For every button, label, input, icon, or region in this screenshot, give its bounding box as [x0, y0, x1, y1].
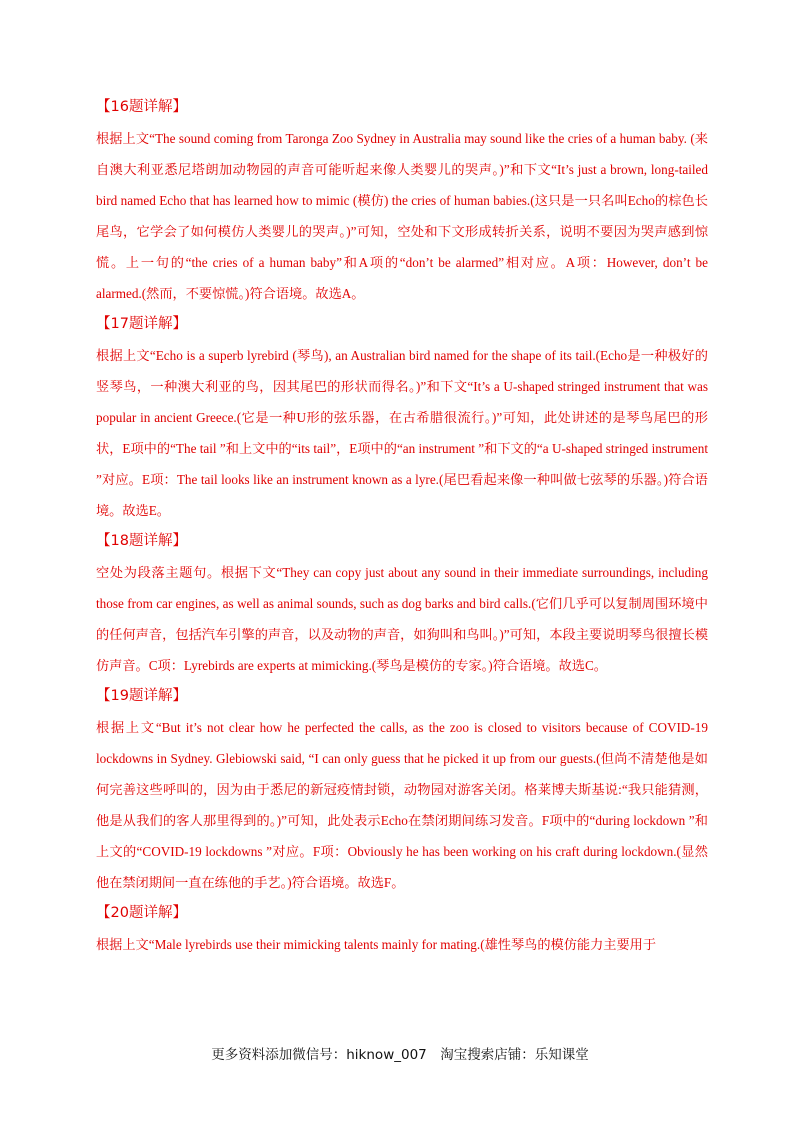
page-footer: 更多资料添加微信号：hiknow_007 淘宝搜索店铺：乐知课堂 — [211, 1047, 589, 1063]
section-body: 根据上文“But it’s not clear how he perfected the calls, as the zoo is closed to visitors because of COVID-19 lockdowns in Sydney. Glebiowski said, “I can only guess that he picked it up from our guests.(但尚不清楚他是如何完善这些呼叫的，因为由于悉尼的新冠疫情封锁，动物园对游客关闭。格莱博夫斯基说:“我只能猜测，他是从我们的客人那里得到的。)”可知，此处表示Echo在禁闭期间练习发音。F项中的“during lockdown ”和上文的“COVID-19 lockdowns ”对应。F项：Obviously he has been working on his craft during lockdown.(显然他在禁闭期间一直在练他的手艺。)符合语境。故选F。 — [96, 720, 708, 890]
section-body: 根据上文“Male lyrebirds use their mimicking talents mainly for mating.(雄性琴鸟的模仿能力主要用于 — [96, 937, 657, 952]
section-16 — [96, 92, 708, 309]
section-heading: 【20题详解】 — [96, 905, 187, 921]
section-17 — [96, 309, 708, 526]
section-body: 根据上文“The sound coming from Taronga Zoo Sydney in Australia may sound like the cries of a human baby. (来自澳大利亚悉尼塔朗加动物园的声音可能听起来像人类婴儿的哭声。)”和下文“It’s just a brown, long-tailed bird named Echo that has learned how to mimic (模仿) the cries of human babies.(这只是一只名叫Echo的棕色长尾鸟，它学会了如何模仿人类婴儿的哭声。)”可知，空处和下文形成转折关系，说明不要因为哭声感到惊慌。上一句的“the cries of a human baby”和A项的“don’t be alarmed”相对应。A项：However, don’t be alarmed.(然而，不要惊慌。)符合语境。故选A。 — [96, 131, 709, 301]
section-heading: 【17题详解】 — [96, 316, 187, 332]
section-heading: 【19题详解】 — [96, 688, 187, 704]
section-heading: 【18题详解】 — [96, 533, 187, 549]
section-body: 空处为段落主题句。根据下文“They can copy just about any sound in their immediate surroundings, including those from car engines, as well as animal sounds, such as dog barks and bird calls.(它们几乎可以复制周围环境中的任何声音，包括汽车引擎的声音，以及动物的声音，如狗叫和鸟叫。)”可知，本段主要说明琴鸟很擅长模仿声音。C项：Lyrebirds are experts at mimicking.(琴鸟是模仿的专家。)符合语境。故选C。 — [96, 565, 708, 673]
section-20 — [96, 898, 708, 960]
section-19 — [96, 681, 708, 898]
section-heading: 【16题详解】 — [96, 99, 187, 115]
section-body: 根据上文“Echo is a superb lyrebird (琴鸟), an Australian bird named for the shape of its tail.(Echo是一种极好的竖琴鸟，一种澳大利亚的鸟，因其尾巴的形状而得名。)”和下文“It’s a U-shaped stringed instrument that was popular in ancient Greece.(它是一种U形的弦乐器，在古希腊很流行。)”可知，此处讲述的是琴鸟尾巴的形状，E项中的“The tail ”和上文中的“its tail”，E项中的“an instrument ”和下文的“a U-shaped stringed instrument ”对应。E项：The tail looks like an instrument known as a lyre.(尾巴看起来像一种叫做七弦琴的乐器。)符合语境。故选E。 — [96, 348, 708, 518]
section-18 — [96, 526, 708, 681]
document-content — [96, 92, 708, 960]
